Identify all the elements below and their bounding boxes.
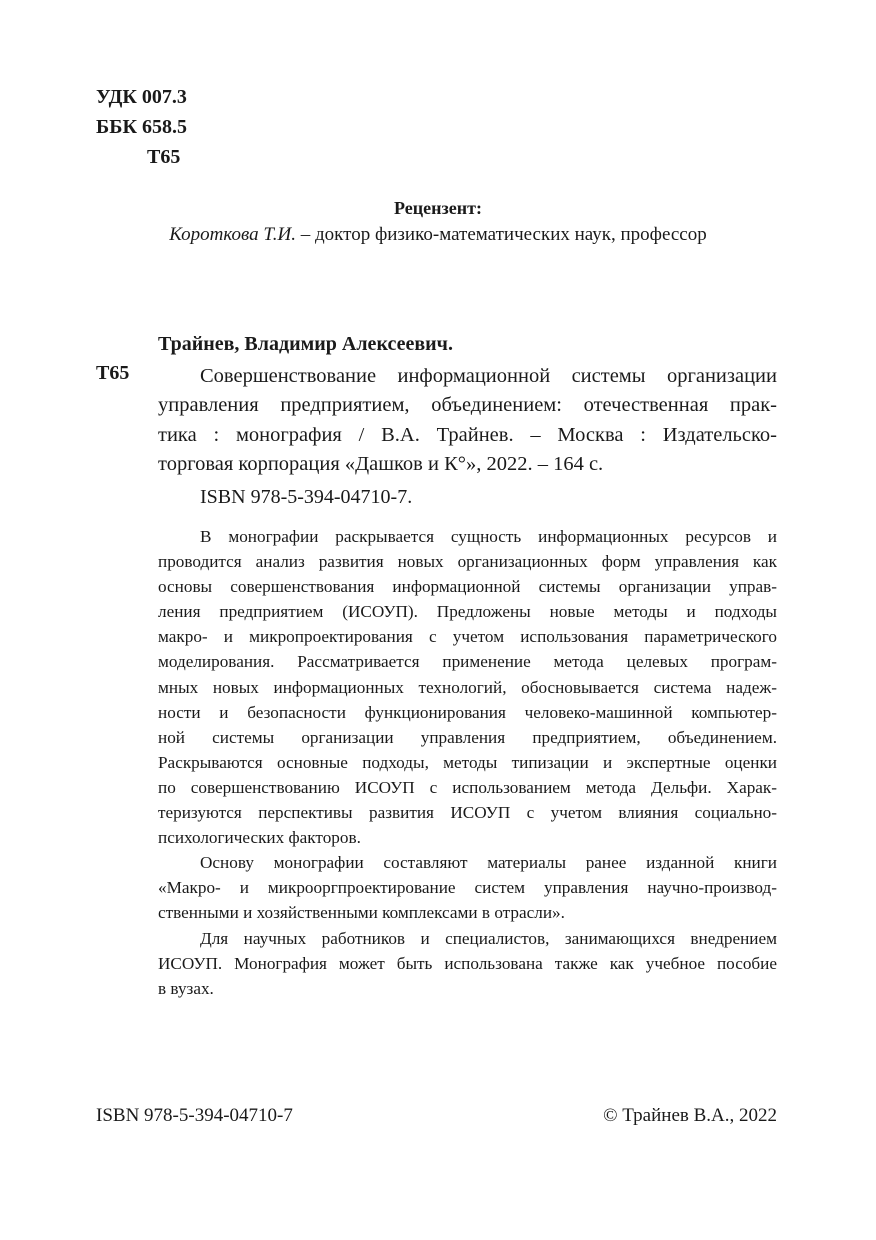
- abstract-line: психологических факторов.: [158, 828, 361, 848]
- title-line: управления предприятием, объединением: отечественная прак-: [158, 394, 777, 417]
- abstract-line: «Макро- и микрооргпроектирование систем управления научно-производ-: [158, 878, 777, 898]
- abstract-line: ИСОУП. Монография может быть использована также как учебное пособие: [158, 953, 777, 973]
- abstract-line: основы совершенствования информационной системы организации управ-: [158, 577, 777, 597]
- udk-code: УДК 007.3: [96, 86, 187, 108]
- title-line: торговая корпорация «Дашков и К°», 2022. – 164 с.: [158, 452, 604, 475]
- reviewer-heading: Рецензент:: [394, 198, 482, 218]
- abstract-line: ности и безопасности функционирования человеко-машинной компьютер-: [158, 702, 777, 722]
- bbk-code: ББК 658.5: [96, 116, 187, 138]
- footer-copyright: © Трайнев В.А., 2022: [603, 1105, 777, 1126]
- author-heading: Трайнев, Владимир Алексеевич.: [158, 333, 453, 355]
- abstract-line: по совершенствованию ИСОУП с использованием метода Дельфи. Харак-: [158, 777, 777, 797]
- abstract-line: проводится анализ развития новых организационных форм управления как: [158, 552, 777, 572]
- abstract-line: ления предприятием (ИСОУП). Предложены новые методы и подходы: [158, 602, 777, 622]
- reviewer-description: – доктор физико-математических наук, профессор: [296, 224, 707, 245]
- abstract-line: В монографии раскрывается сущность информационных ресурсов и: [200, 527, 777, 546]
- abstract-line: макро- и микропроектирования с учетом использования параметрического: [158, 627, 777, 647]
- abstract-line: в вузах.: [158, 978, 214, 998]
- abstract-line: моделирования. Рассматривается применение метода целевых програм-: [158, 652, 777, 672]
- bibliographic-description: [158, 362, 777, 479]
- abstract-line: Основу монографии составляют материалы ранее изданной книги: [200, 853, 777, 873]
- author-sign-margin: Т65: [96, 362, 130, 384]
- abstract-line: Раскрываются основные подходы, методы типизации и экспертные оценки: [158, 752, 777, 772]
- abstract: [158, 524, 777, 1001]
- title-line: Совершенствование информационной системы организации: [200, 365, 777, 387]
- abstract-line: ственными и хозяйственными комплексами в отрасли».: [158, 903, 565, 923]
- footer-isbn: ISBN 978-5-394-04710-7: [96, 1105, 293, 1126]
- isbn-line: ISBN 978-5-394-04710-7.: [200, 486, 413, 508]
- title-line: тика : монография / В.А. Трайнев. – Москва : Издательско-: [158, 423, 777, 446]
- reviewer-line: [0, 224, 876, 246]
- abstract-line: мных новых информационных технологий, обосновывается система надеж-: [158, 677, 777, 697]
- abstract-line: теризуются перспективы развития ИСОУП с учетом влияния социально-: [158, 803, 777, 823]
- abstract-line: Для научных работников и специалистов, занимающихся внедрением: [200, 928, 777, 948]
- classification-codes: [96, 82, 187, 172]
- abstract-line: ной системы организации управления предприятием, объединением.: [158, 727, 777, 747]
- reviewer-name: Короткова Т.И.: [169, 224, 296, 245]
- author-sign: Т65: [147, 146, 181, 168]
